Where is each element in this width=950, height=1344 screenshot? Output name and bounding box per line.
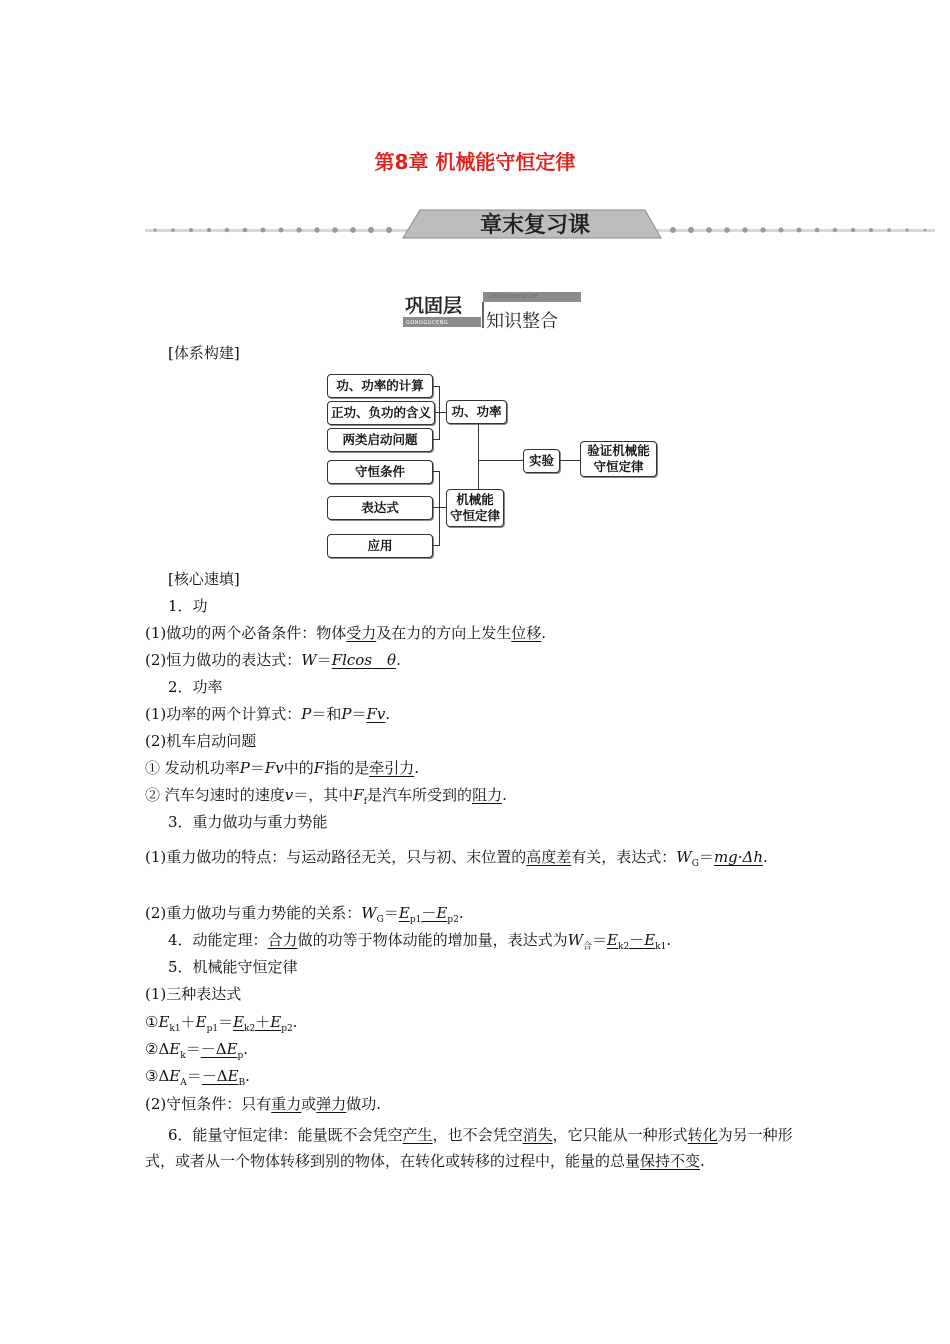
subscript: p1 (206, 1024, 219, 1034)
answer-elastic-force: 弹力 (316, 1095, 347, 1113)
connector (478, 424, 479, 489)
heading-gravity-work: 3．重力做功与重力势能 (168, 813, 328, 831)
text: ，也不会凭空 (432, 1126, 523, 1144)
text: － (421, 904, 437, 922)
text: 为另一种形式，或者从一个物体转移到别的物体，在转化或转移的过程中，能量的总量 (145, 1126, 793, 1170)
node-verify-line1: 验证机械能 (587, 443, 650, 458)
node-application: 应用 (327, 534, 433, 558)
heading-conservation: 5．机械能守恒定律 (168, 958, 298, 976)
subscript: f (363, 797, 368, 807)
text: 有关，表达式： (571, 848, 677, 866)
text: ＝ (249, 759, 265, 777)
answer-displacement: 位移 (511, 624, 542, 642)
symbol: E (607, 931, 618, 949)
text: － (629, 931, 645, 949)
answer-remain-unchanged: 保持不变 (640, 1152, 701, 1170)
symbol: E (436, 904, 448, 922)
paragraph-gravity-work-feature (145, 844, 807, 877)
node-experiment: 实验 (523, 449, 560, 473)
chapter-title: 第8章 机械能守恒定律 (374, 150, 576, 174)
node-work-power: 功、功率 (446, 400, 507, 424)
text: . (245, 1067, 250, 1085)
symbol: F (313, 759, 325, 777)
text: (2)恒力做功的表达式： (145, 651, 302, 669)
text: . (396, 651, 401, 669)
subscript: p2 (447, 915, 459, 925)
label-core: [核心速填] (168, 570, 240, 588)
symbol: W (361, 904, 377, 922)
section-pinyin-bottom: GONGGUCENG (406, 320, 449, 326)
text: ＝ (185, 1040, 201, 1058)
connector (435, 412, 446, 413)
answer-work-formula: Flcos θ (331, 651, 397, 669)
text: ① (145, 1013, 159, 1031)
text: ＝ (383, 904, 399, 922)
subscript: 合 (583, 942, 593, 952)
section-subtitle: 知识整合 (486, 311, 558, 332)
symbol: E (644, 931, 656, 949)
text: (1)做功的两个必备条件：物体 (145, 624, 347, 642)
node-conservation-law-line2: 守恒定律 (449, 508, 500, 523)
subscript: k2 (244, 1024, 256, 1034)
line-uniform-speed (145, 785, 507, 812)
node-verify-line2: 守恒定律 (593, 459, 644, 474)
section-pinyin-top: ZHISHIZHENGHE (489, 294, 539, 300)
connector (439, 471, 440, 546)
line-power-formulas (145, 704, 390, 724)
text: 是汽车所受到的 (367, 786, 473, 804)
line-expression-2 (145, 1039, 248, 1066)
label-system: [体系构建] (168, 344, 240, 362)
symbol: P (239, 759, 250, 777)
heading-work: 1．功 (168, 597, 208, 615)
banner-title: 章末复习课 (479, 213, 590, 238)
text: －Δ (200, 1040, 227, 1058)
line-expression-1 (145, 1012, 297, 1039)
subscript: k (180, 1051, 186, 1061)
symbol: E (227, 1067, 239, 1085)
subscript: G (691, 859, 699, 869)
text: ＝ (351, 705, 367, 723)
line-kinetic-energy-theorem (168, 930, 671, 957)
symbol: F (353, 786, 364, 804)
text: 做功. (346, 1095, 382, 1113)
text: 中的 (283, 759, 314, 777)
subscript: B (238, 1078, 246, 1088)
symbol: Fv (264, 759, 284, 777)
subscript: p (237, 1051, 244, 1061)
answer-gravity: 重力 (271, 1095, 302, 1113)
text: (2)重力做功与重力势能的关系： (145, 904, 362, 922)
concept-map (320, 368, 670, 564)
text: ＝ (316, 651, 332, 669)
text: . (502, 786, 507, 804)
answer-mg-dh: mg·Δh (713, 848, 764, 866)
text: (1)功率的两个计算式： (145, 705, 302, 723)
symbol: W (676, 848, 692, 866)
symbol: v (284, 786, 294, 804)
text: . (541, 624, 547, 642)
answer-traction: 牵引力 (369, 759, 415, 777)
connector (478, 460, 523, 461)
text: . (763, 848, 768, 866)
text: ＝ (186, 1067, 202, 1085)
node-conservation-law-line1: 机械能 (456, 492, 494, 507)
line-vehicle-startup: (2)机车启动问题 (145, 732, 257, 750)
answer-produce: 产生 (402, 1126, 433, 1144)
text: 6．能量守恒定律：能量既不会凭空 (168, 1126, 403, 1144)
symbol: E (169, 1040, 181, 1058)
section-title: 巩固层 (405, 295, 463, 317)
line-constant-force-work (145, 650, 401, 670)
answer-transform: 转化 (687, 1126, 718, 1144)
node-conservation-law (446, 489, 504, 527)
symbol: E (169, 1067, 181, 1085)
line-work-conditions (145, 623, 546, 643)
text: ③Δ (145, 1067, 170, 1085)
line-engine-power (145, 758, 419, 778)
text: 及在力的方向上发生 (376, 624, 512, 642)
text: ＝ (592, 931, 608, 949)
text: . (700, 1152, 705, 1170)
text: . (458, 904, 464, 922)
text: ＝ (218, 1013, 234, 1031)
subscript: p1 (409, 915, 422, 925)
text: ＋ (180, 1013, 196, 1031)
text: (1)重力做功的特点：与运动路径无关，只与初、末位置的 (145, 848, 527, 866)
node-work-power-calc: 功、功率的计算 (327, 374, 433, 398)
subscript: G (376, 915, 384, 925)
text: ② 汽车匀速时的速度 (145, 786, 285, 804)
answer-disappear: 消失 (522, 1126, 553, 1144)
answer-resistance: 阻力 (472, 786, 503, 804)
symbol: W (301, 651, 317, 669)
text: 做的功等于物体动能的增加量，表达式为 (297, 931, 568, 949)
text: ＋ (255, 1013, 271, 1031)
line-gravity-potential-relation (145, 903, 464, 930)
node-conservation-condition: 守恒条件 (327, 460, 433, 484)
symbol: E (398, 904, 410, 922)
answer-net-force: 合力 (267, 931, 298, 949)
text: ＝ (698, 848, 714, 866)
answer-force: 受力 (346, 624, 377, 642)
subscript: A (180, 1078, 187, 1088)
text: ＝，其中 (293, 786, 354, 804)
node-verify-conservation (580, 441, 657, 477)
subscript: k1 (655, 942, 667, 952)
text: 指的是 (324, 759, 370, 777)
connector (560, 460, 580, 461)
subscript: p2 (281, 1024, 293, 1034)
symbol: E (270, 1013, 282, 1031)
text: . (414, 759, 420, 777)
paragraph-energy-conservation (145, 1122, 807, 1174)
heading-power: 2．功率 (168, 678, 223, 696)
subscript: k1 (169, 1024, 181, 1034)
connector (439, 386, 440, 440)
text: －Δ (201, 1067, 228, 1085)
text: (2)守恒条件：只有 (145, 1095, 272, 1113)
text: . (292, 1013, 298, 1031)
symbol: P (301, 705, 312, 723)
symbol: E (233, 1013, 245, 1031)
symbol: P (341, 705, 352, 723)
text: 或 (301, 1095, 317, 1113)
text: ②Δ (145, 1040, 170, 1058)
answer-height-difference: 高度差 (526, 848, 572, 866)
line-conservation-condition (145, 1094, 381, 1114)
subscript: k2 (617, 942, 630, 952)
text: . (666, 931, 672, 949)
text: 4．动能定理： (168, 931, 268, 949)
line-expression-3 (145, 1066, 250, 1093)
text: . (385, 705, 391, 723)
node-expression: 表达式 (327, 496, 433, 520)
symbol: E (158, 1013, 170, 1031)
line-three-expressions: (1)三种表达式 (145, 985, 242, 1003)
symbol: W (567, 931, 583, 949)
symbol: E (226, 1040, 238, 1058)
text: . (243, 1040, 249, 1058)
text: ① 发动机功率 (145, 759, 240, 777)
symbol: E (195, 1013, 207, 1031)
answer-fv: Fv (366, 705, 386, 723)
text: ，它只能从一种形式 (552, 1126, 688, 1144)
text: ＝和 (311, 705, 342, 723)
node-two-startups: 两类启动问题 (327, 428, 433, 452)
node-positive-negative-work: 正功、负功的含义 (327, 401, 435, 425)
